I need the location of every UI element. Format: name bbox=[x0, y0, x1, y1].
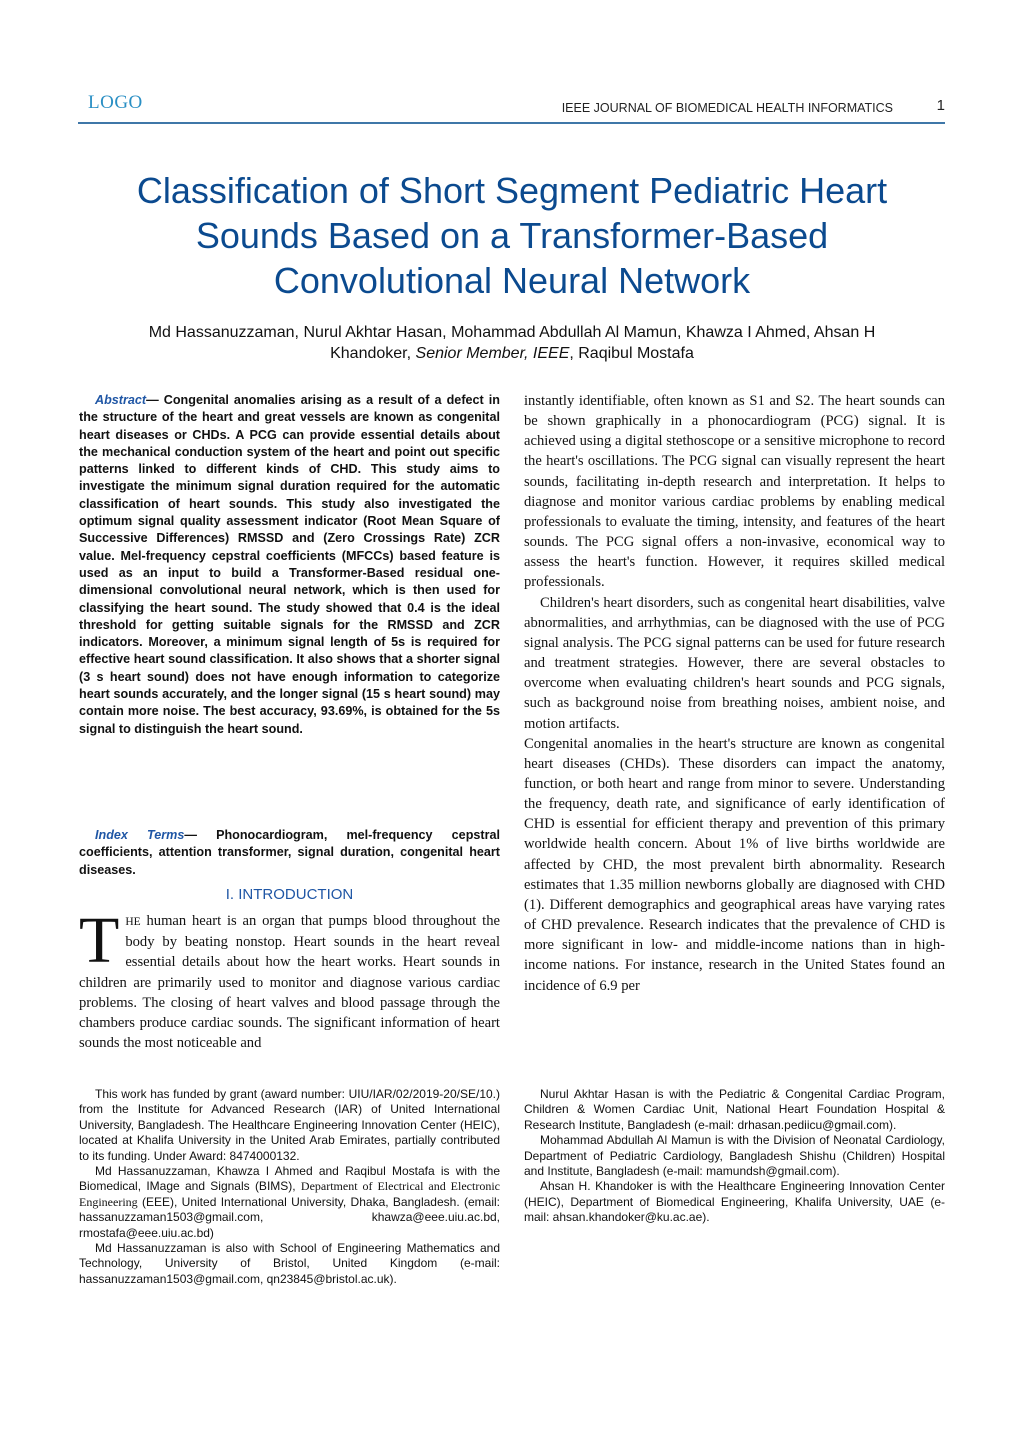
drop-cap: T bbox=[79, 904, 120, 977]
body-paragraph: instantly identifiable, often known as S1 and S2. The heart sounds can be shown graphically in a phonocardiogram (PCG) signal. It is achieved using a digital stethoscope or a sensitive microphone to record the heart's oscillations. The PCG signal can visually represent the heart sounds, facilitating in-depth research and interpretation. It helps to diagnose and monitor various cardiac problems by enabling medical professionals to evaluate the timing, intensity, and features of the heart sounds. The PCG signal offers a non-invasive, economical way to assess the heart's function. However, it requires skilled medical professionals. bbox=[524, 393, 945, 591]
affiliation-dept: Department of Electrical and Electronic Engineering bbox=[79, 1179, 500, 1209]
index-terms-text: — Phonocardiogram, mel-frequency cepstral coefficients, attention transformer, signal duration, congenital heart diseases. bbox=[79, 828, 500, 877]
section-heading-introduction: I. INTRODUCTION bbox=[225, 886, 354, 903]
title-line: Sounds Based on a Transformer-Based bbox=[195, 215, 829, 256]
intro-text: human heart is an organ that pumps blood throughout the body by beating nonstop. Heart sounds in the heart reveal essential details about how the heart works. Heart sounds in children are primarily used to monitor and diagnose various cardiac problems. The closing of heart valves and blood passage through the chambers produce cardiac sounds. The significant information of heart sounds the most noticeable and bbox=[79, 913, 500, 1052]
author-list bbox=[70, 322, 954, 364]
introduction-continued bbox=[524, 391, 945, 996]
abstract-text: — Congenital anomalies arising as a result of a defect in the structure of the heart and great vessels are known as congenital heart diseases or CHDs. A PCG can provide essential details about the mechanical conduction system of the heart and point out specific patterns linked to different kinds of CHD. This study aims to investigate the minimum signal duration required for the automatic classification of heart sounds. This study also investigated the optimum signal quality assessment indicator (Root Mean Square of Successive Differences) RMSSD and (Zero Crossings Rate) ZCR value. Mel-frequency cepstral coefficients (MFCCs) based feature is used as an input to build a Transformer-Based residual one-dimensional convolutional neural network, which is then used for classifying the heart sound. The study showed that 0.4 is the ideal threshold for getting suitable signals for the RMSSD and ZCR indicators. Moreover, a minimum signal length of 5s is required for effective heart sound classification. It also shows that a shorter signal (3 s heart sound) does not have enough information to categorize heart sounds accurately, and the longer signal (15 s heart sound) may contain more noise. The best accuracy, 93.69%, is obtained for the 5s signal to distinguish the heart sound. bbox=[79, 393, 500, 736]
affiliation-note: Ahsan H. Khandoker is with the Healthcare Engineering Innovation Center (HEIC), Department of Biomedical Engineering, Khalifa University, UAE (e-mail: ahsan.khandoker@ku.ac.ae). bbox=[524, 1179, 945, 1225]
authors-line bbox=[70, 343, 954, 364]
affiliation-note: Md Hassanuzzaman is also with School of Engineering Mathematics and Technology, University of Bristol, United Kingdom (e-mail: hassanuzzaman1503@gmail.com, qn23845@bristol.ac.uk). bbox=[79, 1241, 500, 1286]
footnotes-left bbox=[79, 1087, 500, 1287]
index-terms bbox=[79, 827, 500, 879]
body-paragraph: Children's heart disorders, such as congenital heart disabilities, valve abnormalities, and arrhythmias, can be diagnosed with the use of PCG signal analysis. The PCG signal patterns can be used for future research and treatment strategies. However, there are several obstacles to overcome when evaluating children's heart sounds and PCG signals, such as background noise from breathing noises, ambient noise, and motion artifacts. bbox=[524, 594, 945, 732]
title-line: Convolutional Neural Network bbox=[273, 260, 751, 301]
body-paragraph: Congenital anomalies in the heart's structure are known as congenital heart diseases (CHDs). These disorders can impact the anatomy, function, or both heart and range from minor to severe. Understanding the frequency, death rate, and significance of early identification of CHD is essential for efficient therapy and prevention of this primary worldwide health concern. About 1% of live births worldwide are affected by CHD, the most prevalent birth abnormality. Research estimates that 1.35 million newborns globally are diagnosed with CHD (1). Different demographics and geographical areas have varying rates of CHD prevalence. Research indicates that the prevalence of CHD is more significant in low- and middle-income nations than in high-income nations. For instance, research in the United States found an incidence of 6.9 per bbox=[524, 735, 945, 994]
author-name: , Raqibul Mostafa bbox=[569, 345, 694, 362]
affiliation-note bbox=[79, 1164, 500, 1241]
paper-title bbox=[60, 168, 964, 303]
running-header bbox=[78, 92, 945, 124]
index-terms-label: Index Terms bbox=[95, 828, 185, 842]
affiliation-text: Md Hassanuzzaman, Khawza I Ahmed and Raqibul Mostafa is with the Biomedical, IMage and Signals (BIMS), bbox=[79, 1164, 500, 1194]
page-number: 1 bbox=[936, 97, 945, 114]
author-membership: Senior Member, IEEE bbox=[415, 345, 570, 362]
author-name: Khandoker, bbox=[330, 345, 416, 362]
affiliation-text: (EEE), United International University, Dhaka, Bangladesh. (email: hassanuzzaman1503@gmail.com, khawza@eee.uiu.ac.bd, rmostafa@eee.uiu.ac.bd) bbox=[79, 1194, 500, 1240]
affiliation-note: Mohammad Abdullah Al Mamun is with the Division of Neonatal Cardiology, Department of Pediatric Cardiology, Bangladesh Shishu (Children) Hospital and Institute, Bangladesh (e-mail: mamundsh@gmail.com). bbox=[524, 1133, 945, 1179]
affiliation-note: Nurul Akhtar Hasan is with the Pediatric & Congenital Cardiac Program, Children & Women Cardiac Unit, National Heart Foundation Hospital & Research Institute, Bangladesh (e-mail: drhasan.pediicu@gmail.com). bbox=[524, 1087, 945, 1132]
authors-line: Md Hassanuzzaman, Nurul Akhtar Hasan, Mohammad Abdullah Al Mamun, Khawza I Ahmed, Ahsan H bbox=[148, 324, 876, 341]
introduction-paragraph bbox=[79, 904, 500, 1053]
funding-note: This work has funded by grant (award number: UIU/IAR/02/2019-20/SE/10.) from the Institute for Advanced Research (IAR) of United International University, Bangladesh. The Healthcare Engineering Innovation Center (HEIC), located at Khalifa University in the United Arab Emirates, partially contributed to its funding. Under Award: 8474000132. bbox=[79, 1087, 500, 1163]
abstract bbox=[79, 392, 500, 738]
footnotes-right bbox=[524, 1087, 945, 1226]
journal-name: IEEE JOURNAL OF BIOMEDICAL HEALTH INFORMATICS bbox=[561, 101, 893, 115]
journal-logo: LOGO bbox=[88, 92, 143, 113]
small-caps-word: HE bbox=[125, 916, 141, 928]
abstract-label: Abstract bbox=[95, 393, 147, 407]
title-line: Classification of Short Segment Pediatric Heart bbox=[136, 170, 888, 211]
